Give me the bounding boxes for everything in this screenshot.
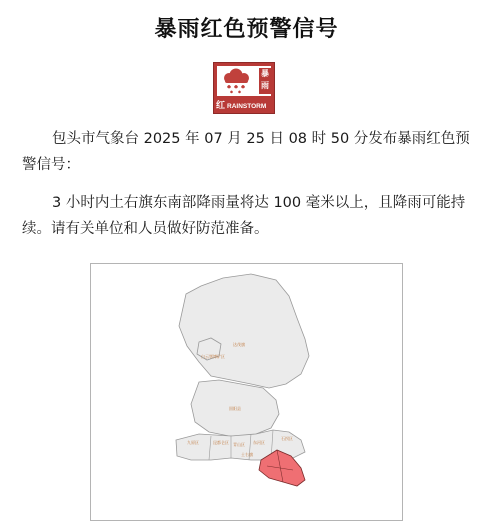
rainstorm-red-warning-icon [213, 62, 275, 114]
warning-details-paragraph: 3 小时内土右旗东南部降雨量将达 100 毫米以上，且降雨可能持续。请有关单位和人员做好防范准备。 [22, 195, 466, 237]
rain-cloud-icon [217, 66, 257, 96]
map-label-kundulun: 昆都仑区 [213, 440, 229, 445]
map-label-donghe: 东河区 [253, 440, 265, 445]
map-label-shiguai: 石拐区 [281, 436, 293, 441]
badge-english-text: RAINSTORM [227, 103, 267, 110]
map-label-guyang: 固阳县 [229, 406, 241, 411]
badge-color-text: 红 [216, 100, 226, 110]
map-label-tumed-right: 土右旗 [241, 452, 253, 457]
badge-side-text: 暴雨 [259, 68, 271, 94]
region-damao [179, 274, 309, 388]
warning-area-map [90, 263, 403, 521]
map-label-jiuyuan: 九原区 [187, 440, 199, 445]
map-label-qingshan: 青山区 [233, 442, 245, 447]
map-label-damao: 达茂旗 [233, 342, 245, 347]
badge-top-panel [217, 66, 271, 96]
map-label-bayan-obo: 白云鄂博矿区 [201, 354, 225, 359]
baotou-district-map [91, 264, 404, 522]
announcement-paragraph: 包头市气象台 2025 年 07 月 25 日 08 时 50 分发布暴雨红色预警信号： [22, 131, 470, 173]
page-title: 暴雨红色预警信号 [154, 17, 339, 42]
badge-bottom-text [216, 98, 272, 112]
